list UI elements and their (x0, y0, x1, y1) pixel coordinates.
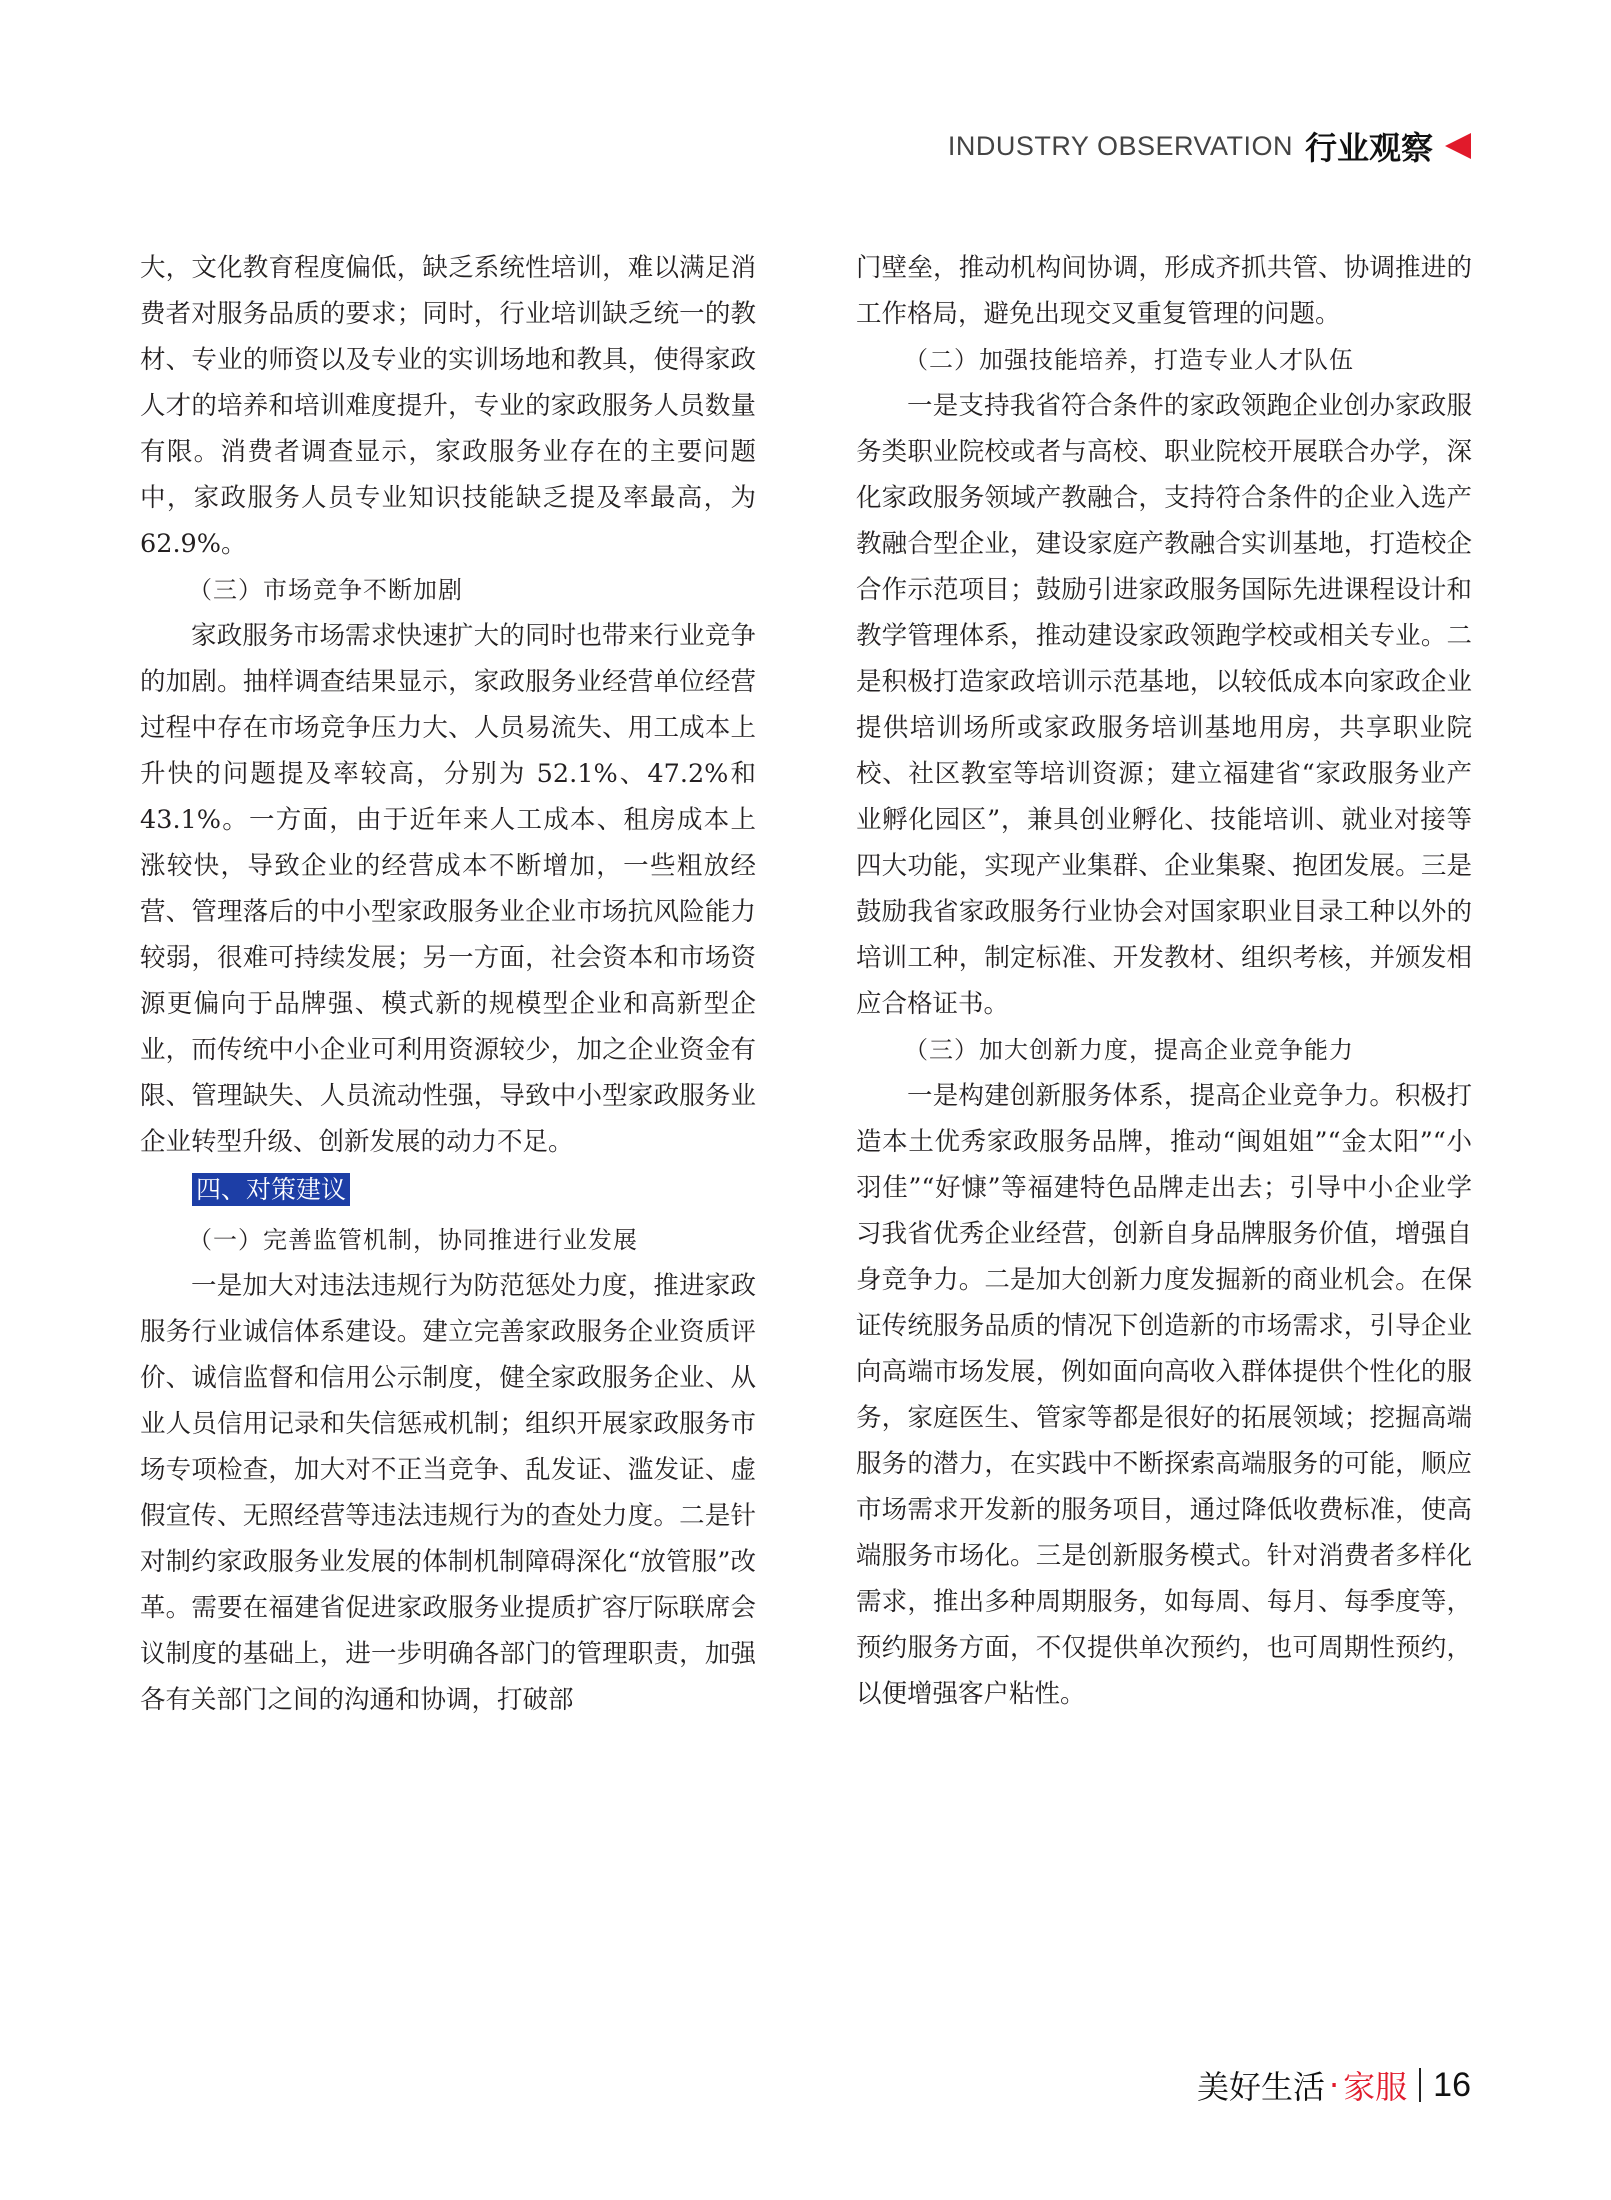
subheading-innovation: （三）加大创新力度，提高企业竞争能力 (904, 1036, 1354, 1064)
subheading-skills-training: （二）加强技能培养，打造专业人才队伍 (904, 346, 1354, 374)
paragraph-skills-training: 一是支持我省符合条件的家政领跑企业创办家政服务类职业院校或者与高校、职业院校开展联合办学，深化家政服务领域产教融合，支持符合条件的企业入选产教融合型企业，建设家庭产教融合实训基地，打造校企合作示范项目；鼓励引进家政服务国际先进课程设计和教学管理体系，推动建设家政领跑学校或相关专业。二是积极打造家政培训示范基地，以较低成本向家政企业提供培训场所或家政服务培训基地用房，共享职业院校、社区教室等培训资源；建立福建省“家政服务业产业孵化园区”，兼具创业孵化、技能培训、就业对接等四大功能，实现产业集群、企业集聚、抱团发展。三是鼓励我省家政服务行业协会对国家职业目录工种以外的培训工种，制定标准、开发教材、组织考核，并颁发相应合格证书。 (856, 391, 1472, 1019)
paragraph-supervision: 一是加大对违法违规行为防范惩处力度，推进家政服务行业诚信体系建设。建立完善家政服务企业资质评价、诚信监督和信用公示制度，健全家政服务企业、从业人员信用记录和失信惩戒机制；组织开展家政服务市场专项检查，加大对不正当竞争、乱发证、滥发证、虚假宣传、无照经营等违法违规行为的查处力度。二是针对制约家政服务业发展的体制机制障碍深化“放管服”改革。需要在福建省促进家政服务业提质扩容厅际联席会议制度的基础上，进一步明确各部门的管理职责，加强各有关部门之间的沟通和协调，打破部 (140, 1271, 756, 1715)
footer-divider (1419, 2068, 1421, 2102)
right-column (856, 245, 1472, 1717)
page-number: 16 (1433, 2065, 1471, 2104)
section-heading-label: 四、对策建议 (192, 1173, 350, 1206)
paragraph-innovation: 一是构建创新服务体系，提高企业竞争力。积极打造本土优秀家政服务品牌，推动“闽姐姐”“金太阳”“小羽佳”“好慷”等福建特色品牌走出去；引导中小企业学习我省优秀企业经营，创新自身品牌服务价值，增强自身竞争力。二是加大创新力度发掘新的商业机会。在保证传统服务品质的情况下创造新的市场需求，引导企业向高端市场发展，例如面向高收入群体提供个性化的服务，家庭医生、管家等都是很好的拓展领域；挖掘高端服务的潜力，在实践中不断探索高端服务的可能，顺应市场需求开发新的服务项目，通过降低收费标准，使高端服务市场化。三是创新服务模式。针对消费者多样化需求，推出多种周期服务，如每周、每月、每季度等，预约服务方面，不仅提供单次预约，也可周期性预约，以便增强客户粘性。 (856, 1081, 1472, 1709)
page-footer (1197, 2062, 1471, 2108)
paragraph-continued-right: 门壁垒，推动机构间协调，形成齐抓共管、协调推进的工作格局，避免出现交叉重复管理的问题。 (856, 253, 1472, 329)
running-header (948, 126, 1471, 166)
magazine-section: 家服 (1343, 2068, 1408, 2106)
section-heading-recommendations (140, 1167, 756, 1213)
subheading-market-competition: （三）市场竞争不断加剧 (188, 576, 463, 604)
left-column (140, 245, 756, 1723)
magazine-name: 美好生活 (1196, 2068, 1325, 2106)
paragraph-market-competition: 家政服务市场需求快速扩大的同时也带来行业竞争的加剧。抽样调查结果显示，家政服务业经营单位经营过程中存在市场竞争压力大、人员易流失、用工成本上升快的问题提及率较高，分别为 52.1%、47.2%和 43.1%。一方面，由于近年来人工成本、租房成本上涨较快，导致企业的经营成本不断增加，一些粗放经营、管理落后的中小型家政服务业企业市场抗风险能力较弱，很难可持续发展；另一方面，社会资本和市场资源更偏向于品牌强、模式新的规模型企业和高新型企业，而传统中小企业可利用资源较少，加之企业资金有限、管理缺失、人员流动性强，导致中小型家政服务业企业转型升级、创新发展的动力不足。 (140, 621, 756, 1157)
paragraph-continued: 大，文化教育程度偏低，缺乏系统性培训，难以满足消费者对服务品质的要求；同时，行业培训缺乏统一的教材、专业的师资以及专业的实训场地和教具，使得家政人才的培养和培训难度提升，专业的家政服务人员数量有限。消费者调查显示，家政服务业存在的主要问题中，家政服务人员专业知识技能缺乏提及率最高，为 62.9%。 (140, 253, 756, 559)
footer-dot: · (1328, 2066, 1340, 2104)
subheading-supervision: （一）完善监管机制，协同推进行业发展 (188, 1226, 638, 1254)
header-english-title: INDUSTRY OBSERVATION (947, 130, 1293, 161)
triangle-marker-icon (1445, 133, 1471, 159)
header-chinese-title: 行业观察 (1304, 129, 1433, 167)
